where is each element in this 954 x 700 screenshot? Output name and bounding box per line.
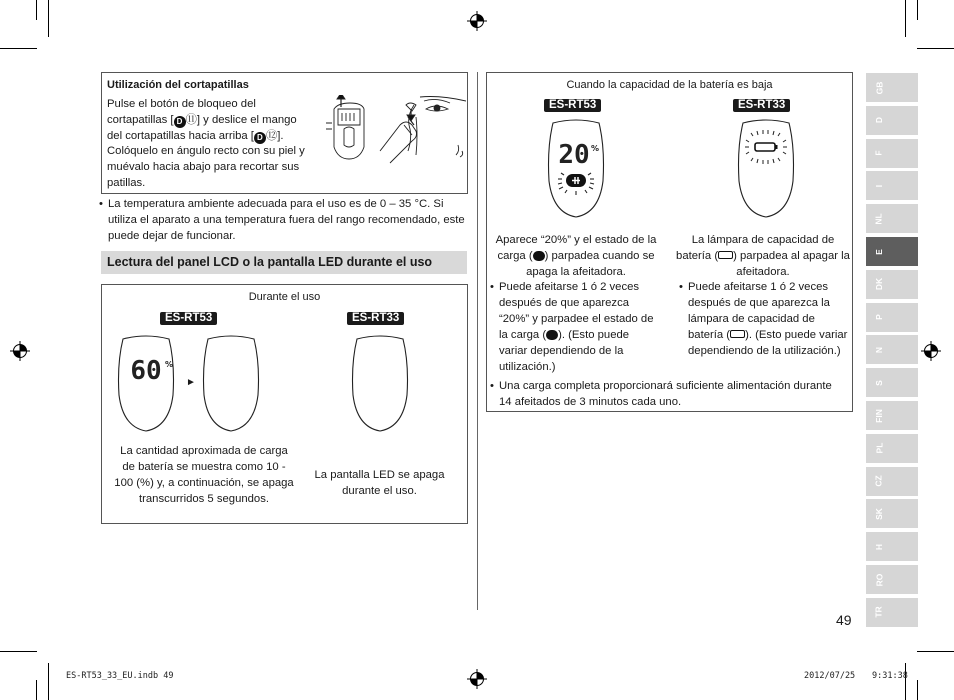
- crop-mark: [36, 0, 37, 20]
- language-tab-ro[interactable]: [866, 565, 918, 594]
- language-tab-label: DK: [874, 278, 884, 291]
- battery-lamp-icon: [718, 251, 733, 259]
- language-tab-p[interactable]: [866, 303, 918, 332]
- temperature-note: • La temperatura ambiente adecuada para el uso es de 0 – 35 °C. Si utiliza el aparato a una temperatura fuera del rango recomendado, este puede dejar de funcionar.: [99, 197, 469, 244]
- language-tab-nl[interactable]: [866, 204, 918, 233]
- registration-mark-icon: [10, 341, 30, 361]
- cut-section-body: Pulse el botón de bloqueo del cortapatillas [ D ⑪] y deslice el mango del cortapatillas hacia arriba [ D ⑫]. Colóquelo en ángulo recto con su piel y muévalo hacia abajo para recortar sus patillas.: [107, 98, 305, 189]
- cut-section-box: [101, 72, 468, 194]
- low-battery-caption: Cuando la capacidad de la batería es baja: [566, 79, 773, 91]
- language-tab-label: E: [873, 248, 884, 255]
- model-label-rt33: ES-RT33: [733, 99, 790, 112]
- model-label-rt33: ES-RT33: [347, 312, 404, 325]
- crop-mark: [36, 680, 37, 700]
- crop-mark: [917, 0, 918, 20]
- language-tab-h[interactable]: [866, 532, 918, 561]
- language-tab-f[interactable]: [866, 139, 918, 168]
- crop-mark: [905, 0, 906, 37]
- model-label-rt53: ES-RT53: [160, 312, 217, 325]
- language-tab-label: SK: [874, 507, 884, 520]
- crop-mark: [0, 48, 37, 49]
- full-charge-note: • Una carga completa proporcionará suficiente alimentación durante 14 afeitados de 3 minutos cada uno.: [490, 378, 845, 410]
- during-use-box: [101, 284, 468, 524]
- language-tab-gb[interactable]: [866, 73, 918, 102]
- language-tab-label: H: [873, 543, 884, 550]
- language-tab-label: CZ: [874, 475, 884, 487]
- battery-lamp-icon: [730, 330, 745, 338]
- footer-file: ES-RT53_33_EU.indb 49: [66, 671, 174, 681]
- language-tab-n[interactable]: [866, 335, 918, 364]
- language-tab-d[interactable]: [866, 106, 918, 135]
- page-number: 49: [836, 612, 852, 628]
- language-tab-pl[interactable]: [866, 434, 918, 463]
- footer-time: 9:31:38: [872, 671, 908, 681]
- lcd-value: 20: [558, 140, 590, 170]
- crop-mark: [0, 651, 37, 652]
- rt33-low-text: La lámpara de capacidad de batería ( ) parpadea al apagar la afeitadora.: [676, 234, 850, 278]
- charge-plug-icon: [566, 174, 586, 187]
- language-tab-sk[interactable]: [866, 499, 918, 528]
- crop-mark: [917, 680, 918, 700]
- language-tab-label: NL: [874, 213, 884, 225]
- charge-plug-icon: [546, 330, 558, 340]
- registration-mark-icon: [921, 341, 941, 361]
- arrow-icon: ►: [186, 377, 196, 388]
- trimmer-illustration: [320, 95, 466, 165]
- language-tab-label: F: [873, 150, 884, 156]
- language-tab-label: TR: [874, 606, 884, 618]
- during-use-caption: Durante el uso: [248, 291, 321, 303]
- ref-d-icon: D: [254, 132, 266, 144]
- language-tab-label: GB: [874, 81, 884, 94]
- crop-mark: [905, 663, 906, 700]
- language-tab-label: FIN: [873, 408, 884, 423]
- language-tab-label: D: [873, 117, 884, 124]
- lcd-unit: %: [591, 144, 600, 153]
- rt33-low-bullet: • Puede afeitarse 1 ó 2 veces después de que aparezca la lámpara de capacidad de batería ( ). (Esto puede variar dependiendo de la utilización.): [679, 279, 849, 359]
- language-tab-e[interactable]: [866, 237, 918, 266]
- language-tab-label: S: [873, 379, 884, 386]
- rt33-during-text: La pantalla LED se apaga durante el uso.: [314, 469, 445, 497]
- rt53-low-text: Aparece “20%” y el estado de la carga ( ) parpadea cuando se apaga la afeitadora.: [495, 234, 657, 278]
- charge-plug-icon: [533, 251, 545, 261]
- language-tab-s[interactable]: [866, 368, 918, 397]
- cut-section-title: Utilización del cortapatillas: [107, 79, 249, 91]
- led-display-off: [349, 333, 411, 435]
- ref-d-icon: D: [174, 116, 186, 128]
- lcd-display-20: [545, 117, 607, 221]
- led-display-battery: [735, 117, 797, 221]
- registration-mark-icon: [467, 11, 487, 31]
- lcd-value: 60: [130, 356, 162, 386]
- registration-mark-icon: [467, 669, 487, 689]
- crop-mark: [917, 48, 954, 49]
- rt53-during-text: La cantidad aproximada de carga de batería se muestra como 10 - 100 (%) y, a continuación, se apaga transcurridos 5 segundos.: [114, 445, 294, 505]
- lcd-display-60: [115, 333, 177, 435]
- crop-mark: [917, 651, 954, 652]
- language-tab-label: I: [874, 184, 884, 188]
- lcd-display-off: [200, 333, 262, 435]
- column-divider: [477, 72, 478, 610]
- language-tab-label: RO: [874, 573, 884, 586]
- language-tab-tr[interactable]: [866, 598, 918, 627]
- language-tab-label: N: [873, 346, 884, 353]
- language-tab-i[interactable]: [866, 171, 918, 200]
- crop-mark: [48, 0, 49, 37]
- rt53-low-bullet: • Puede afeitarse 1 ó 2 veces después de que aparezca “20%” y parpadee el estado de la carga ( ). (Esto puede variar dependiendo de la utilización.): [490, 279, 660, 375]
- language-tab-cz[interactable]: [866, 467, 918, 496]
- model-label-rt53: ES-RT53: [544, 99, 601, 112]
- lcd-unit: %: [165, 360, 174, 369]
- language-tab-label: PL: [874, 442, 884, 454]
- language-tab-label: P: [873, 314, 884, 320]
- language-tab-fin[interactable]: [866, 401, 918, 430]
- section-heading: Lectura del panel LCD o la pantalla LED durante el uso: [101, 251, 467, 274]
- language-tab-dk[interactable]: [866, 270, 918, 299]
- low-battery-box: [486, 72, 853, 412]
- crop-mark: [48, 663, 49, 700]
- footer-date: 2012/07/25: [804, 671, 856, 681]
